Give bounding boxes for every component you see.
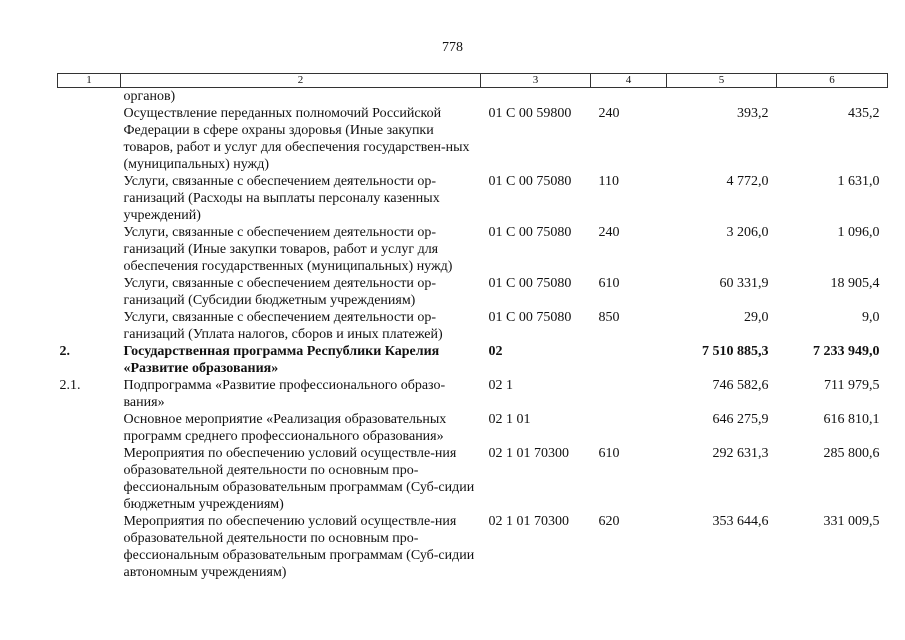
table-row bbox=[58, 105, 888, 173]
row-expense-type: 620 bbox=[598, 514, 620, 529]
row-value-2024: 60 331,9 bbox=[719, 276, 769, 291]
table-row bbox=[58, 275, 888, 309]
row-value-2025: 435,2 bbox=[848, 106, 880, 121]
row-number bbox=[58, 309, 121, 343]
row-code: 01 С 00 59800 bbox=[488, 106, 572, 121]
row-value-2024: 746 582,6 bbox=[712, 378, 769, 393]
table-row bbox=[58, 88, 888, 106]
row-expense-type: 110 bbox=[598, 174, 619, 189]
row-value-2025: 1 096,0 bbox=[837, 225, 880, 240]
row-name: Основное мероприятие «Реализация образовательных программ среднего профессионального образования» bbox=[123, 412, 447, 444]
row-expense-type: 240 bbox=[598, 106, 620, 121]
row-number bbox=[58, 105, 121, 173]
row-value-2025: 9,0 bbox=[862, 310, 880, 325]
table-row bbox=[58, 377, 888, 411]
row-name: органов) bbox=[123, 89, 176, 104]
page-number: 778 bbox=[442, 40, 463, 55]
row-value-2025: 1 631,0 bbox=[837, 174, 880, 189]
row-number bbox=[58, 513, 121, 581]
row-name: Услуги, связанные с обеспечением деятельности ор-ганизаций (Расходы на выплаты персоналу казенных учреждений) bbox=[123, 174, 440, 223]
row-value-2025 bbox=[777, 88, 888, 106]
row-code: 01 С 00 75080 bbox=[488, 174, 572, 189]
row-expense-type: 610 bbox=[598, 276, 620, 291]
budget-table bbox=[57, 73, 888, 581]
row-value-2024: 29,0 bbox=[744, 310, 769, 325]
row-name: Государственная программа Республики Карелия «Развитие образования» bbox=[123, 344, 440, 376]
row-code: 02 1 01 70300 bbox=[488, 514, 569, 529]
row-code: 01 С 00 75080 bbox=[488, 225, 572, 240]
row-number: 2.1. bbox=[59, 378, 81, 393]
row-name: Услуги, связанные с обеспечением деятельности ор-ганизаций (Иные закупки товаров, работ и услуг для обеспечения государственных (муниципальных) нужд) bbox=[123, 225, 453, 274]
header-col-5: 5 bbox=[667, 74, 777, 88]
row-name: Мероприятия по обеспечению условий осуществле-ния образовательной деятельности по основным про-фессиональным образовательным программам (Суб-сидии бюджетным учреждениям) bbox=[123, 446, 475, 512]
row-number bbox=[58, 275, 121, 309]
row-number: 2. bbox=[59, 344, 70, 359]
row-expense-type bbox=[591, 88, 667, 106]
row-value-2025: 711 979,5 bbox=[824, 378, 880, 393]
row-value-2024: 393,2 bbox=[737, 106, 769, 121]
row-name: Мероприятия по обеспечению условий осуществле-ния образовательной деятельности по основным про-фессиональным образовательным программам (Суб-сидии автономным учреждениям) bbox=[123, 514, 475, 580]
row-code: 02 1 bbox=[488, 378, 513, 393]
table-row bbox=[58, 173, 888, 224]
header-col-3: 3 bbox=[481, 74, 591, 88]
row-value-2025: 331 009,5 bbox=[823, 514, 880, 529]
row-value-2025: 18 905,4 bbox=[830, 276, 880, 291]
header-col-1: 1 bbox=[58, 74, 121, 88]
table-row bbox=[58, 513, 888, 581]
row-code: 01 С 00 75080 bbox=[488, 276, 572, 291]
row-code: 01 С 00 75080 bbox=[488, 310, 572, 325]
row-code: 02 bbox=[488, 344, 503, 359]
row-number bbox=[58, 88, 121, 106]
table-row bbox=[58, 224, 888, 275]
row-number bbox=[58, 445, 121, 513]
header-col-4: 4 bbox=[591, 74, 667, 88]
table-row bbox=[58, 343, 888, 377]
row-expense-type bbox=[591, 343, 667, 377]
row-value-2025: 616 810,1 bbox=[823, 412, 880, 427]
row-code bbox=[481, 88, 591, 106]
header-col-6: 6 bbox=[777, 74, 888, 88]
row-name: Услуги, связанные с обеспечением деятельности ор-ганизаций (Уплата налогов, сборов и иных платежей) bbox=[123, 310, 443, 342]
row-code: 02 1 01 bbox=[488, 412, 531, 427]
row-expense-type bbox=[591, 411, 667, 445]
header-col-2: 2 bbox=[121, 74, 481, 88]
row-code: 02 1 01 70300 bbox=[488, 446, 569, 461]
row-name: Подпрограмма «Развитие профессионального образо-вания» bbox=[123, 378, 446, 410]
row-number bbox=[58, 411, 121, 445]
table-body bbox=[58, 88, 888, 582]
row-number bbox=[58, 224, 121, 275]
row-value-2024: 353 644,6 bbox=[712, 514, 769, 529]
row-number bbox=[58, 173, 121, 224]
row-value-2024: 4 772,0 bbox=[726, 174, 769, 189]
row-expense-type: 240 bbox=[598, 225, 620, 240]
table-header bbox=[58, 74, 888, 88]
table-row bbox=[58, 309, 888, 343]
row-value-2024: 292 631,3 bbox=[712, 446, 769, 461]
row-name: Услуги, связанные с обеспечением деятельности ор-ганизаций (Субсидии бюджетным учреждениям) bbox=[123, 276, 436, 308]
row-value-2024: 7 510 885,3 bbox=[702, 344, 769, 359]
row-expense-type: 850 bbox=[598, 310, 620, 325]
table-row bbox=[58, 445, 888, 513]
row-value-2024 bbox=[667, 88, 777, 106]
row-expense-type: 610 bbox=[598, 446, 620, 461]
row-expense-type bbox=[591, 377, 667, 411]
row-value-2024: 646 275,9 bbox=[712, 412, 769, 427]
row-value-2025: 285 800,6 bbox=[823, 446, 880, 461]
table-row bbox=[58, 411, 888, 445]
row-name: Осуществление переданных полномочий Российской Федерации в сфере охраны здоровья (Иные закупки товаров, работ и услуг для обеспечения государствен-ных (муниципальных) нужд) bbox=[123, 106, 470, 172]
row-value-2024: 3 206,0 bbox=[726, 225, 769, 240]
row-value-2025: 7 233 949,0 bbox=[813, 344, 880, 359]
